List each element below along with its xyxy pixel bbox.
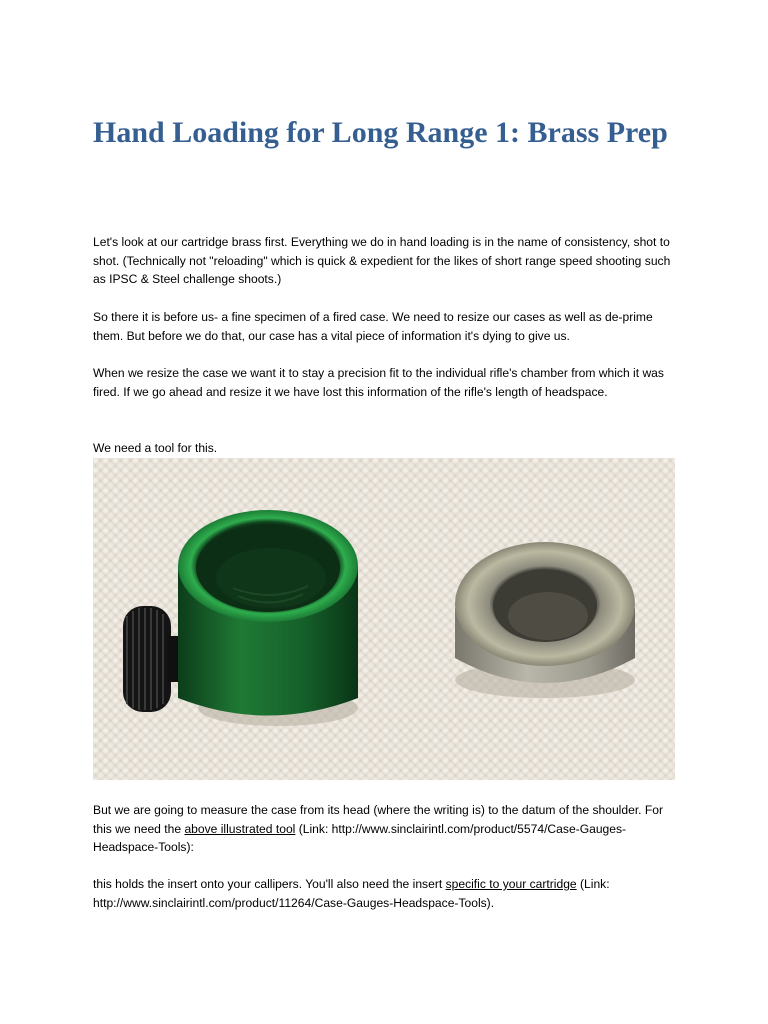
link-specific-cartridge[interactable]: specific to your cartridge xyxy=(445,877,577,891)
paragraph-measure-text: But we are going to measure the case from its head (where the writing is) to the datum of the shoulder. For this we need the xyxy=(93,803,664,836)
tool-photo-image xyxy=(93,458,675,780)
paragraph-intro: Let's look at our cartridge brass first. Everything we do in hand loading is in the name of consistency, shot to shot. (Technically not "reloading" which is quick & expedient for the likes of short range speed shooting such as IPSC & Steel challenge shoots.) xyxy=(93,235,671,287)
paragraph-insert-link-url: (Link: http://www.sinclairintl.com/product/11264/Case-Gauges-Headspace-Tools). xyxy=(93,877,610,910)
tool-photo xyxy=(93,458,675,780)
paragraph-resize: When we resize the case we want it to stay a precision fit to the individual rifle's chamber from which it was fired. If we go ahead and resize it we have lost this information of the rifle's length of headspace. xyxy=(93,366,664,399)
paragraph-fired-case: So there it is before us- a fine specimen of a fired case. We need to resize our cases as well as de-prime them. But before we do that, our case has a vital piece of information it's dying to give us. xyxy=(93,310,653,343)
paragraph-insert xyxy=(93,875,675,912)
paragraph-measure-link-url: (Link: http://www.sinclairintl.com/product/5574/Case-Gauges-Headspace-Tools): xyxy=(93,821,627,855)
page-title: Hand Loading for Long Range 1: Brass Prep xyxy=(93,116,668,149)
steel-insert xyxy=(455,542,635,698)
paragraph-need-tool: We need a tool for this. xyxy=(93,441,218,455)
link-illustrated-tool[interactable]: above illustrated tool xyxy=(184,821,296,836)
paragraph-measure xyxy=(93,801,675,857)
paragraph-insert-text: this holds the insert onto your callipers. You'll also need the insert xyxy=(93,877,446,891)
